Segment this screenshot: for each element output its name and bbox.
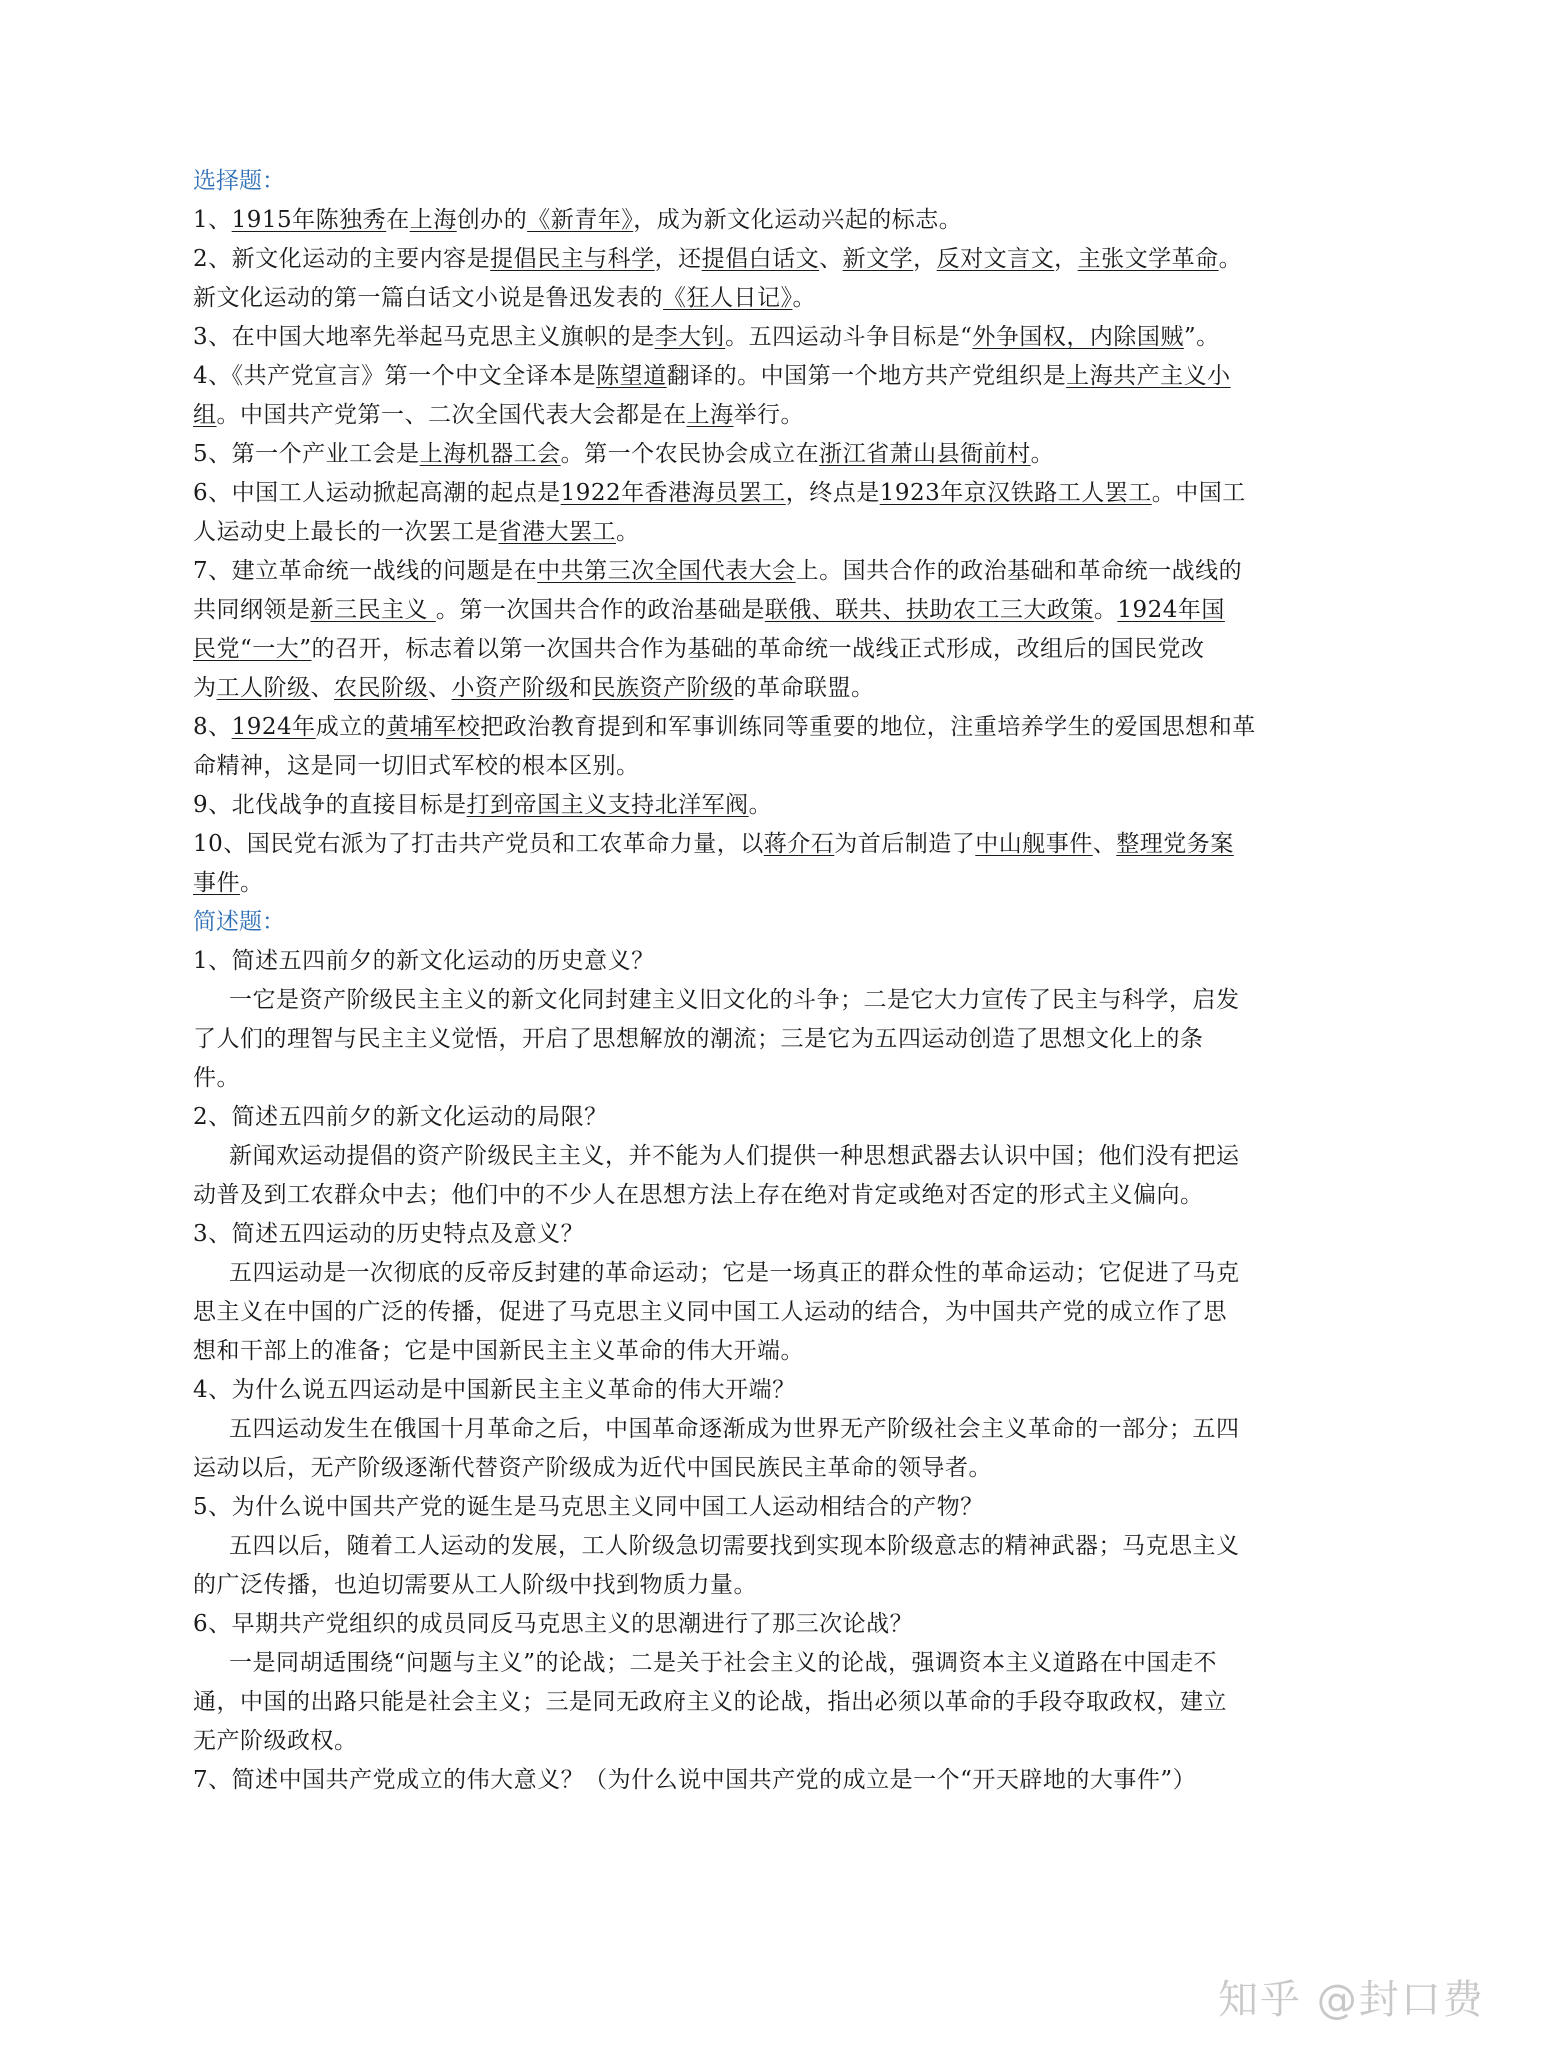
short-answer-list xyxy=(193,942,1403,1800)
text-segment: ， xyxy=(1054,246,1078,272)
underlined-answer: 1915年陈独秀 xyxy=(231,207,387,233)
underlined-answer: 农民阶级 xyxy=(334,675,428,701)
short-answer-line: 4、为什么说五四运动是中国新民主主义革命的伟大开端？ xyxy=(193,1377,796,1403)
text-segment: 为 xyxy=(193,675,217,701)
text-segment: 。 xyxy=(240,870,264,896)
choice-section-title: 选择题： xyxy=(193,168,285,194)
underlined-answer: 整理党务案 xyxy=(1116,831,1234,857)
text-segment: 。第一个农民协会成立在 xyxy=(560,441,820,467)
text-segment: ”。 xyxy=(1183,324,1220,350)
underlined-answer: 1923年京汉铁路工人罢工 xyxy=(879,480,1152,506)
text-segment: 2、新文化运动的主要内容是 xyxy=(193,246,491,272)
underlined-answer: 组 xyxy=(193,402,217,428)
text-segment: 。 xyxy=(1030,441,1055,467)
short-answer-line: 3、简述五四运动的历史特点及意义？ xyxy=(193,1221,585,1247)
text-segment: 。 xyxy=(1218,246,1243,272)
underlined-answer: 上海 xyxy=(409,207,457,233)
short-answer-line: 1、简述五四前夕的新文化运动的历史意义？ xyxy=(193,948,655,974)
short-answer-line: 新闻欢运动提倡的资产阶级民主主义，并不能为人们提供一种思想武器去认识中国；他们没有把运 xyxy=(229,1143,1240,1169)
underlined-answer: 小资产阶级 xyxy=(451,675,569,701)
short-answer-line: 通，中国的出路只能是社会主义；三是同无政府主义的论战，指出必须以革命的手段夺取政权，建立 xyxy=(193,1689,1227,1715)
underlined-answer: 《狂人日记》 xyxy=(663,285,793,311)
short-answer-line: 运动以后，无产阶级逐渐代替资产阶级成为近代中国民族民主革命的领导者。 xyxy=(193,1455,992,1481)
text-segment: 和 xyxy=(569,675,593,701)
text-segment: 9、北伐战争的直接目标是 xyxy=(193,792,467,818)
underlined-answer: 新文学 xyxy=(842,246,914,272)
text-segment: 成立的 xyxy=(315,714,387,740)
text-segment: 为首后制造了 xyxy=(834,831,976,857)
choice-line xyxy=(193,474,1403,513)
underlined-answer: 省港大罢工 xyxy=(498,519,616,545)
underlined-answer: 1924年国 xyxy=(1117,597,1225,623)
text-segment: 、 xyxy=(428,675,452,701)
text-segment: 。 xyxy=(748,792,773,818)
text-segment: 6、中国工人运动掀起高潮的起点是 xyxy=(193,480,561,506)
short-answer-line: 6、早期共产党组织的成员同反马克思主义的思潮进行了那三次论战？ xyxy=(193,1611,914,1637)
choice-line xyxy=(193,630,1403,669)
short-answer-line: 件。 xyxy=(193,1065,240,1091)
text-segment: 的革命联盟。 xyxy=(733,675,875,701)
text-segment: 举行。 xyxy=(733,402,804,428)
text-segment: 4、《共产党宣言》第一个中文全译本是 xyxy=(193,363,597,389)
underlined-answer: 提倡民主与科学 xyxy=(490,246,655,272)
text-segment: 1、 xyxy=(193,207,232,233)
choice-line xyxy=(193,708,1403,747)
short-answer-line: 思主义在中国的广泛的传播，促进了马克思主义同中国工人运动的结合，为中国共产党的成立作了思 xyxy=(193,1299,1227,1325)
text-segment: 、 xyxy=(1092,831,1117,857)
text-segment: 翻译的。中国第一个地方共产党组织是 xyxy=(666,363,1067,389)
text-segment: 。 xyxy=(1093,597,1118,623)
choice-line xyxy=(193,591,1403,630)
text-segment: 在 xyxy=(386,207,410,233)
text-segment: 5、第一个产业工会是 xyxy=(193,441,420,467)
text-segment: ， xyxy=(913,246,937,272)
choice-line xyxy=(193,864,1403,903)
short-answer-line: 的广泛传播，也迫切需要从工人阶级中找到物质力量。 xyxy=(193,1572,757,1598)
text-segment: 创办的 xyxy=(456,207,528,233)
underlined-answer: 1924年 xyxy=(231,714,316,740)
choice-line xyxy=(193,552,1403,591)
underlined-answer: 浙江省萧山县衙前村 xyxy=(819,441,1031,467)
text-segment: 人运动史上最长的一次罢工是 xyxy=(193,519,499,545)
underlined-answer: 事件 xyxy=(193,870,240,896)
text-segment: 把政治教育提到和军事训练同等重要的地位，注重培养学生的爱国思想和革 xyxy=(480,714,1256,740)
short-answer-line: 一是同胡适围绕“问题与主义”的论战；二是关于社会主义的论战，强调资本主义道路在中国走不 xyxy=(229,1650,1218,1676)
short-answer-line: 五四以后，随着工人运动的发展，工人阶级急切需要找到实现本阶级意志的精神武器；马克思主义 xyxy=(229,1533,1240,1559)
underlined-answer: 《新青年》 xyxy=(527,207,634,233)
text-segment: ，还 xyxy=(654,246,702,272)
text-segment: 3、在中国大地率先举起马克思主义旗帜的是 xyxy=(193,324,655,350)
choice-line xyxy=(193,513,1403,552)
underlined-answer: 1922年香港海员罢工 xyxy=(560,480,786,506)
underlined-answer: 民党“一大” xyxy=(193,636,312,662)
short-answer-line: 动普及到工农群众中去；他们中的不少人在思想方法上存在绝对肯定或绝对否定的形式主义偏向。 xyxy=(193,1182,1204,1208)
underlined-answer: 提倡白话文 xyxy=(701,246,820,272)
choice-line xyxy=(193,747,1403,786)
text-segment: 、 xyxy=(819,246,843,272)
underlined-answer: 中共第三次全国代表大会 xyxy=(537,558,796,584)
short-answer-line: 2、简述五四前夕的新文化运动的局限？ xyxy=(193,1104,608,1130)
underlined-answer: 民族资产阶级 xyxy=(592,675,734,701)
choice-line xyxy=(193,240,1403,279)
short-answer-line: 5、为什么说中国共产党的诞生是马克思主义同中国工人运动相结合的产物？ xyxy=(193,1494,984,1520)
choice-line xyxy=(193,669,1403,708)
short-answer-line: 一它是资产阶级民主主义的新文化同封建主义旧文化的斗争；二是它大力宣传了民主与科学，启发 xyxy=(229,987,1240,1013)
underlined-answer: 外争国权，内除国贼 xyxy=(972,324,1184,350)
choice-line xyxy=(193,357,1403,396)
choice-line xyxy=(193,201,1403,240)
text-segment: 。五四运动斗争目标是“ xyxy=(725,324,973,350)
underlined-answer: 反对文言文 xyxy=(936,246,1055,272)
text-segment: 7、建立革命统一战线的问题是在 xyxy=(193,558,538,584)
underlined-answer: 打到帝国主义支持北洋军阀 xyxy=(466,792,749,818)
short-answer-line: 7、简述中国共产党成立的伟大意义？（为什么说中国共产党的成立是一个“开天辟地的大事件”） xyxy=(193,1767,1197,1793)
short-answer-section-title: 简述题： xyxy=(193,909,285,935)
underlined-answer: 新三民主义 xyxy=(310,597,436,623)
document-page xyxy=(193,162,1403,1800)
choice-line xyxy=(193,396,1403,435)
text-segment: 。中国共产党第一、二次全国代表大会都是在 xyxy=(216,402,687,428)
short-answer-line: 了人们的理智与民主主义觉悟，开启了思想解放的潮流；三是它为五四运动创造了思想文化上的条 xyxy=(193,1026,1204,1052)
short-answer-line: 五四运动是一次彻底的反帝反封建的革命运动；它是一场真正的群众性的革命运动；它促进了马克 xyxy=(229,1260,1240,1286)
underlined-answer: 上海共产主义小 xyxy=(1066,363,1231,389)
underlined-answer: 上海机器工会 xyxy=(419,441,561,467)
text-segment: 10、国民党右派为了打击共产党员和工农革命力量，以 xyxy=(193,831,764,857)
underlined-answer: 联俄、联共、扶助农工三大政策 xyxy=(764,597,1094,623)
text-segment: 。第一次国共合作的政治基础是 xyxy=(435,597,765,623)
underlined-answer: 黄埔军校 xyxy=(386,714,481,740)
choice-line xyxy=(193,825,1403,864)
text-segment: 的召开，标志着以第一次国共合作为基础的革命统一战线正式形成，改组后的国民党改 xyxy=(311,636,1205,662)
text-segment: 上。国共合作的政治基础和革命统一战线的 xyxy=(795,558,1243,584)
underlined-answer: 蒋介石 xyxy=(763,831,835,857)
text-segment: 。 xyxy=(616,519,640,545)
text-segment: 命精神，这是同一切旧式军校的根本区别。 xyxy=(193,753,640,779)
choice-line xyxy=(193,318,1403,357)
text-segment: 、 xyxy=(310,675,334,701)
choice-line xyxy=(193,786,1403,825)
underlined-answer: 陈望道 xyxy=(596,363,667,389)
underlined-answer: 中山舰事件 xyxy=(975,831,1093,857)
short-answer-line: 无产阶级政权。 xyxy=(193,1728,358,1754)
choice-question-list xyxy=(193,201,1403,903)
choice-line xyxy=(193,279,1403,318)
text-segment: 新文化运动的第一篇白话文小说是鲁迅发表的 xyxy=(193,285,663,311)
text-segment: 。 xyxy=(792,285,816,311)
text-segment: 8、 xyxy=(193,714,232,740)
zhihu-watermark: 知乎 @封口费 xyxy=(1218,1977,1485,2023)
short-answer-line: 五四运动发生在俄国十月革命之后，中国革命逐渐成为世界无产阶级社会主义革命的一部分；五四 xyxy=(229,1416,1240,1442)
text-segment: 共同纲领是 xyxy=(193,597,311,623)
text-segment: ，成为新文化运动兴起的标志。 xyxy=(633,207,963,233)
text-segment: ，终点是 xyxy=(785,480,880,506)
choice-line xyxy=(193,435,1403,474)
underlined-answer: 工人阶级 xyxy=(216,675,311,701)
underlined-answer: 主张文学革命 xyxy=(1077,246,1219,272)
underlined-answer: 李大钊 xyxy=(654,324,726,350)
underlined-answer: 上海 xyxy=(686,402,734,428)
short-answer-line: 想和干部上的准备；它是中国新民主主义革命的伟大开端。 xyxy=(193,1338,804,1364)
text-segment: 。中国工 xyxy=(1151,480,1246,506)
